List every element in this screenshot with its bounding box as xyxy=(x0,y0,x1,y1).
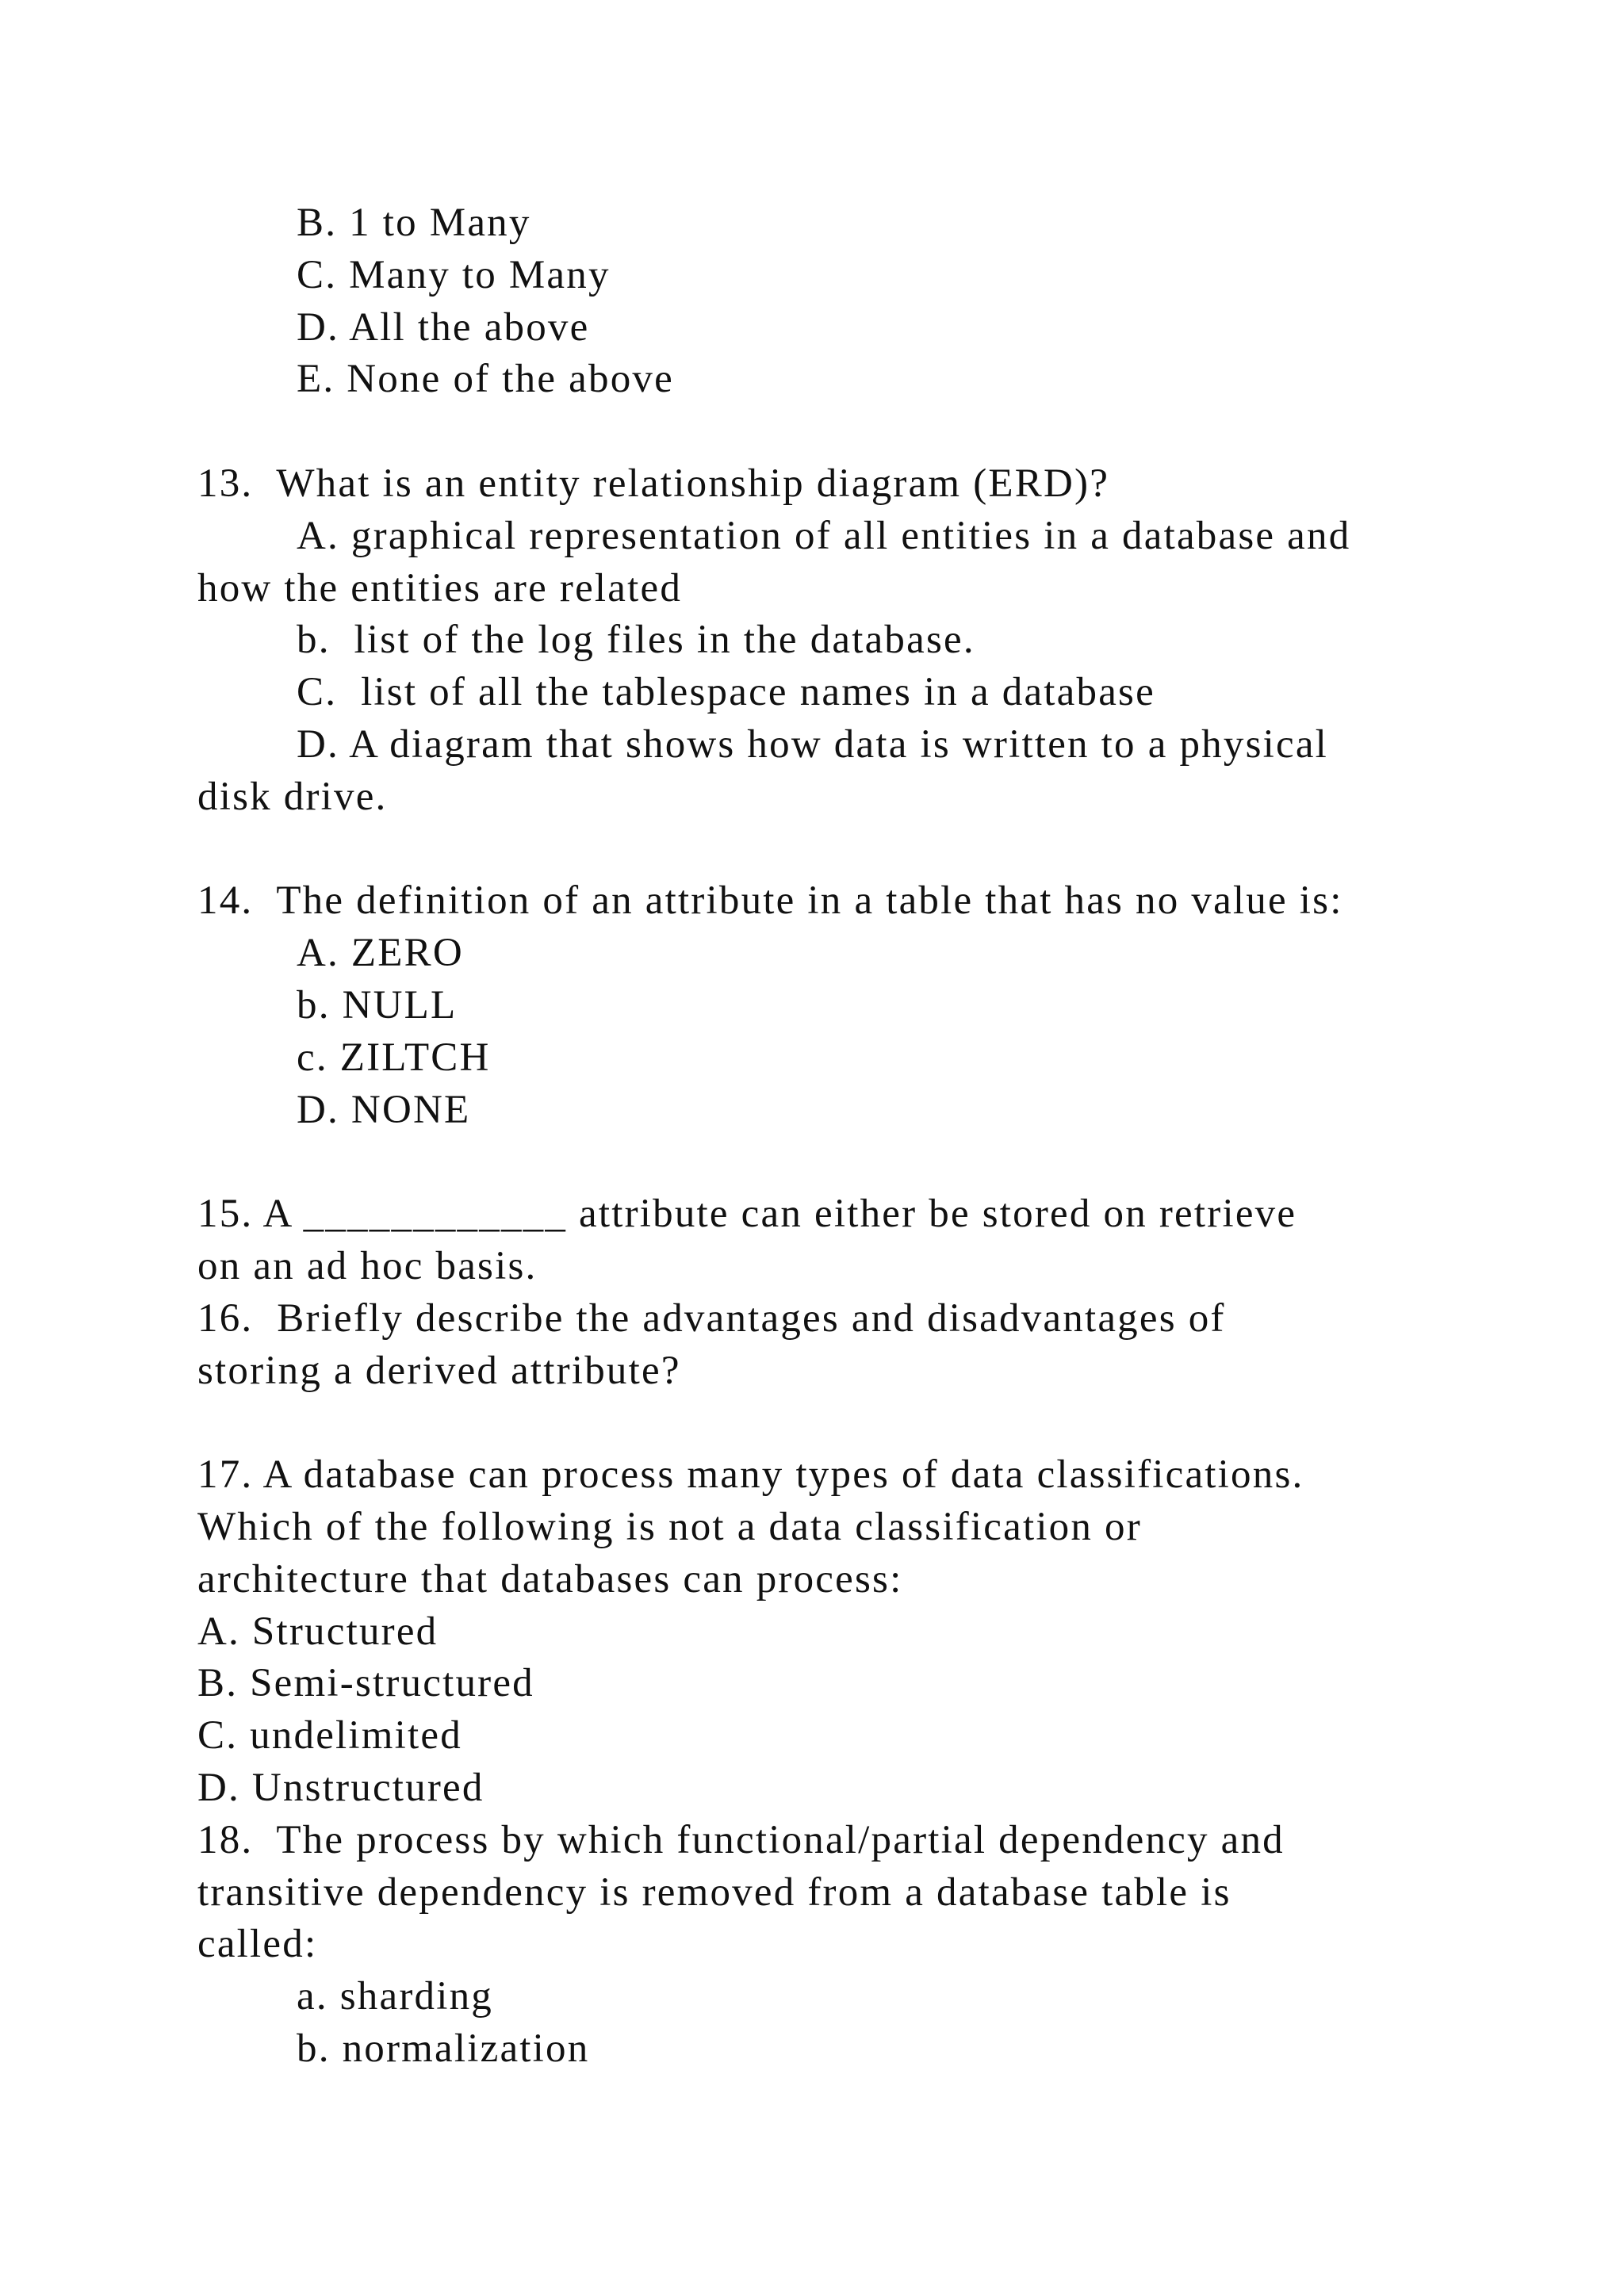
answer-option-line: D. NONE xyxy=(297,1088,471,1132)
answer-option-line: b. normalization xyxy=(297,2026,590,2071)
question-text-line: disk drive. xyxy=(197,775,388,819)
question-text-line: 17. A database can process many types of data classifications. xyxy=(197,1452,1304,1497)
answer-option-line: C. Many to Many xyxy=(297,253,611,297)
answer-option-line: A. ZERO xyxy=(297,931,464,975)
question-text-line: storing a derived attribute? xyxy=(197,1349,681,1393)
question-text-line: 15. A ____________ attribute can either be stored on retrieve xyxy=(197,1192,1297,1236)
answer-option-line: B. 1 to Many xyxy=(297,201,531,245)
question-text-line: B. Semi-structured xyxy=(197,1661,534,1705)
question-text-line: D. Unstructured xyxy=(197,1766,485,1810)
answer-option-line: b. NULL xyxy=(297,983,458,1027)
answer-option-line: b. list of the log files in the database. xyxy=(297,618,975,662)
question-text-line: on an ad hoc basis. xyxy=(197,1244,538,1288)
question-text-line: 14. The definition of an attribute in a table that has no value is: xyxy=(197,878,1343,923)
question-text-line: architecture that databases can process: xyxy=(197,1557,903,1601)
answer-option-line: D. All the above xyxy=(297,305,590,350)
question-text-line: A. Structured xyxy=(197,1609,439,1654)
question-text-line: Which of the following is not a data classification or xyxy=(197,1505,1142,1549)
answer-option-line: a. sharding xyxy=(297,1974,493,2019)
question-text-line: 16. Briefly describe the advantages and disadvantages of xyxy=(197,1296,1226,1341)
question-text-line: called: xyxy=(197,1922,318,1966)
question-text-line: 18. The process by which functional/partial dependency and xyxy=(197,1818,1285,1862)
question-text-line: 13. What is an entity relationship diagram (ERD)? xyxy=(197,461,1110,506)
answer-option-line: A. graphical representation of all entities in a database and xyxy=(297,514,1351,558)
question-text-line: how the entities are related xyxy=(197,566,683,610)
answer-option-line: C. list of all the tablespace names in a database xyxy=(297,670,1155,714)
answer-option-line: E. None of the above xyxy=(297,357,674,401)
question-text-line: transitive dependency is removed from a database table is xyxy=(197,1870,1231,1915)
answer-option-line: D. A diagram that shows how data is written to a physical xyxy=(297,722,1329,767)
answer-option-line: c. ZILTCH xyxy=(297,1035,491,1080)
question-text-line: C. undelimited xyxy=(197,1713,462,1758)
